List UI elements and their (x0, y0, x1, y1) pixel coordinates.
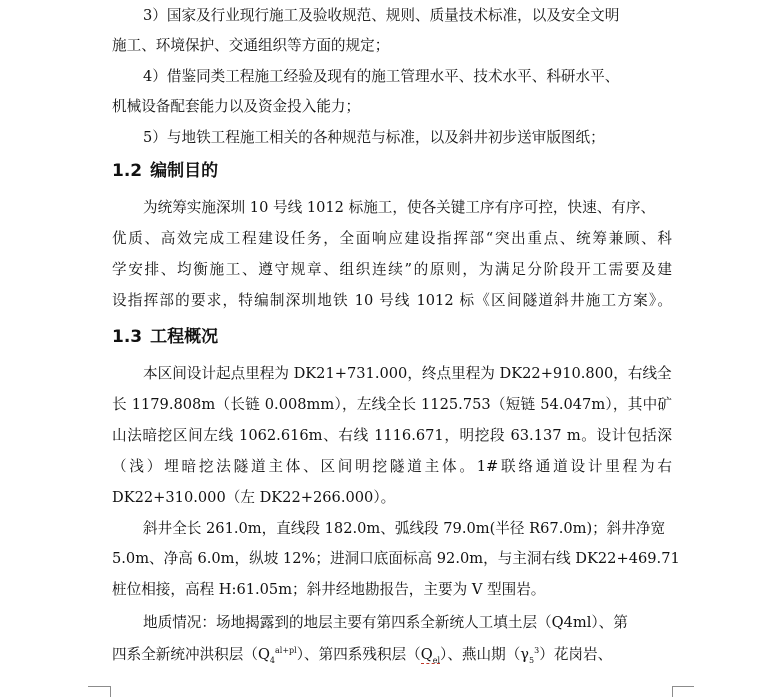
paragraph-line: 机械设备配套能力以及资金投入能力； (112, 98, 361, 115)
page-corner-mark-left-vertical (110, 686, 111, 697)
subscript: 5 (529, 655, 535, 665)
page-corner-mark-right (672, 686, 694, 687)
section-number: 1.3 (112, 327, 143, 347)
paragraph-line: 地质情况：场地揭露到的地层主要有第四系全新统人工填土层（Q4ml）、第 (143, 614, 628, 631)
superscript: al+pl (275, 646, 297, 656)
paragraph-line: 斜井全长 261.0m，直线段 182.0m、弧线段 79.0m(半径 R67.0m)；斜井净宽 (143, 520, 666, 537)
spellcheck-underlined-text (421, 646, 440, 664)
subscript: 4 (269, 655, 275, 665)
text-run: 四系全新统冲洪积层（Q (112, 646, 270, 663)
paragraph-line: 3）国家及行业现行施工及验收规范、规则、质量技术标准，以及安全文明 (143, 7, 620, 24)
paragraph-line: 为统筹实施深圳 10 号线 1012 标施工，使各关键工序有序可控，快速、有序、 (143, 199, 656, 216)
paragraph-line: 山法暗挖区间左线 1062.616m、右线 1116.671，明挖段 63.137 m。设计包括深 (112, 427, 672, 444)
text-run: ）、第四系残积层（ (296, 646, 421, 663)
paragraph-line: 优质、高效完成工程建设任务，全面响应建设指挥部“突出重点、统筹兼顾、科 (112, 230, 672, 247)
paragraph-line: 5.0m、净高 6.0m，纵坡 12%；进洞口底面标高 92.0m，与主洞右线 DK22+469.71 (112, 550, 680, 567)
paragraph-line: 长 1179.808m（长链 0.008mm），左线全长 1125.753（短链 54.047m），其中矿 (112, 396, 672, 413)
paragraph-line: 施工、环境保护、交通组织等方面的规定； (112, 37, 390, 54)
paragraph-line: （浅）埋暗挖法隧道主体、区间明挖隧道主体。1#联络通道设计里程为右 (112, 458, 672, 475)
text-run: ）花岗岩、 (539, 646, 613, 663)
paragraph-line: 本区间设计起点里程为 DK21+731.000，终点里程为 DK22+910.800，右线全 (143, 365, 672, 382)
section-number: 1.2 (112, 161, 143, 181)
text-run: ）、燕山期（γ (440, 646, 530, 663)
paragraph-line: 4）借鉴同类工程施工经验及现有的施工管理水平、技术水平、科研水平、 (143, 68, 620, 85)
section-title: 工程概况 (150, 327, 219, 347)
page-corner-mark-right-vertical (672, 686, 673, 697)
section-heading-1-2 (112, 160, 218, 182)
paragraph-line-formula (112, 645, 672, 665)
text-run: Q (420, 646, 433, 663)
superscript: 3 (534, 646, 540, 656)
page-corner-mark-left (88, 686, 110, 687)
section-heading-1-3 (112, 326, 218, 348)
paragraph-line: 5）与地铁工程施工相关的各种规范与标准，以及斜井初步送审版图纸； (143, 129, 605, 146)
section-title: 编制目的 (150, 161, 219, 181)
subscript: el (432, 655, 441, 665)
paragraph-line: 设指挥部的要求，特编制深圳地铁 10 号线 1012 标《区间隧道斜井施工方案》。 (112, 292, 672, 309)
paragraph-line: 学安排、均衡施工、遵守规章、组织连续”的原则，为满足分阶段开工需要及建 (112, 261, 672, 278)
paragraph-line: 桩位相接，高程 H:61.05m；斜井经地勘报告，主要为 V 型围岩。 (112, 581, 546, 598)
paragraph-line: DK22+310.000（左 DK22+266.000）。 (112, 489, 396, 506)
